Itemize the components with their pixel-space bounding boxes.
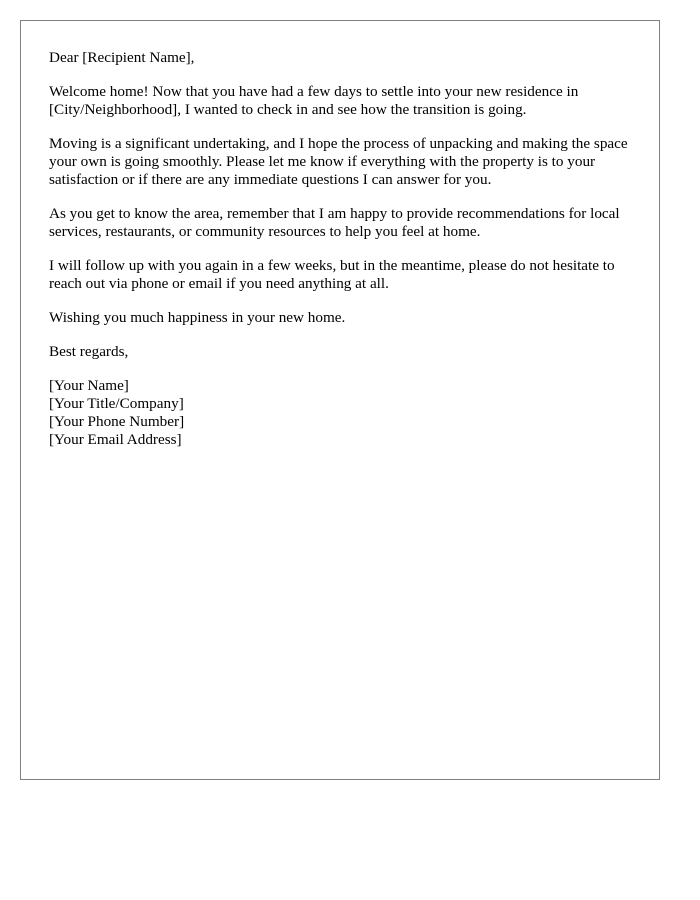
letter-page [20,20,660,780]
signature-block [49,377,639,449]
salutation: Dear [Recipient Name], [49,49,195,66]
paragraph-welcome: Welcome home! Now that you have had a few days to settle into your new residence in [City/Neighborhood], I wanted to check in and see how the transition is going. [49,83,579,118]
paragraph-wishes: Wishing you much happiness in your new home. [49,309,346,326]
paragraph-area: As you get to know the area, remember that I am happy to provide recommendations for local services, restaurants, or community resources to help you feel at home. [49,205,620,240]
paragraph-follow-up: I will follow up with you again in a few weeks, but in the meantime, please do not hesitate to reach out via phone or email if you need anything at all. [49,257,615,292]
paragraph-moving: Moving is a significant undertaking, and I hope the process of unpacking and making the space your own is going smoothly. Please let me know if everything with the property is to your satisfaction or if there are any immediate questions I can answer for you. [49,135,628,188]
signature-phone: [Your Phone Number] [49,413,185,430]
letter-body [49,49,639,449]
signature-email: [Your Email Address] [49,431,182,448]
closing: Best regards, [49,343,129,360]
signature-name: [Your Name] [49,377,129,394]
signature-title-company: [Your Title/Company] [49,395,184,412]
